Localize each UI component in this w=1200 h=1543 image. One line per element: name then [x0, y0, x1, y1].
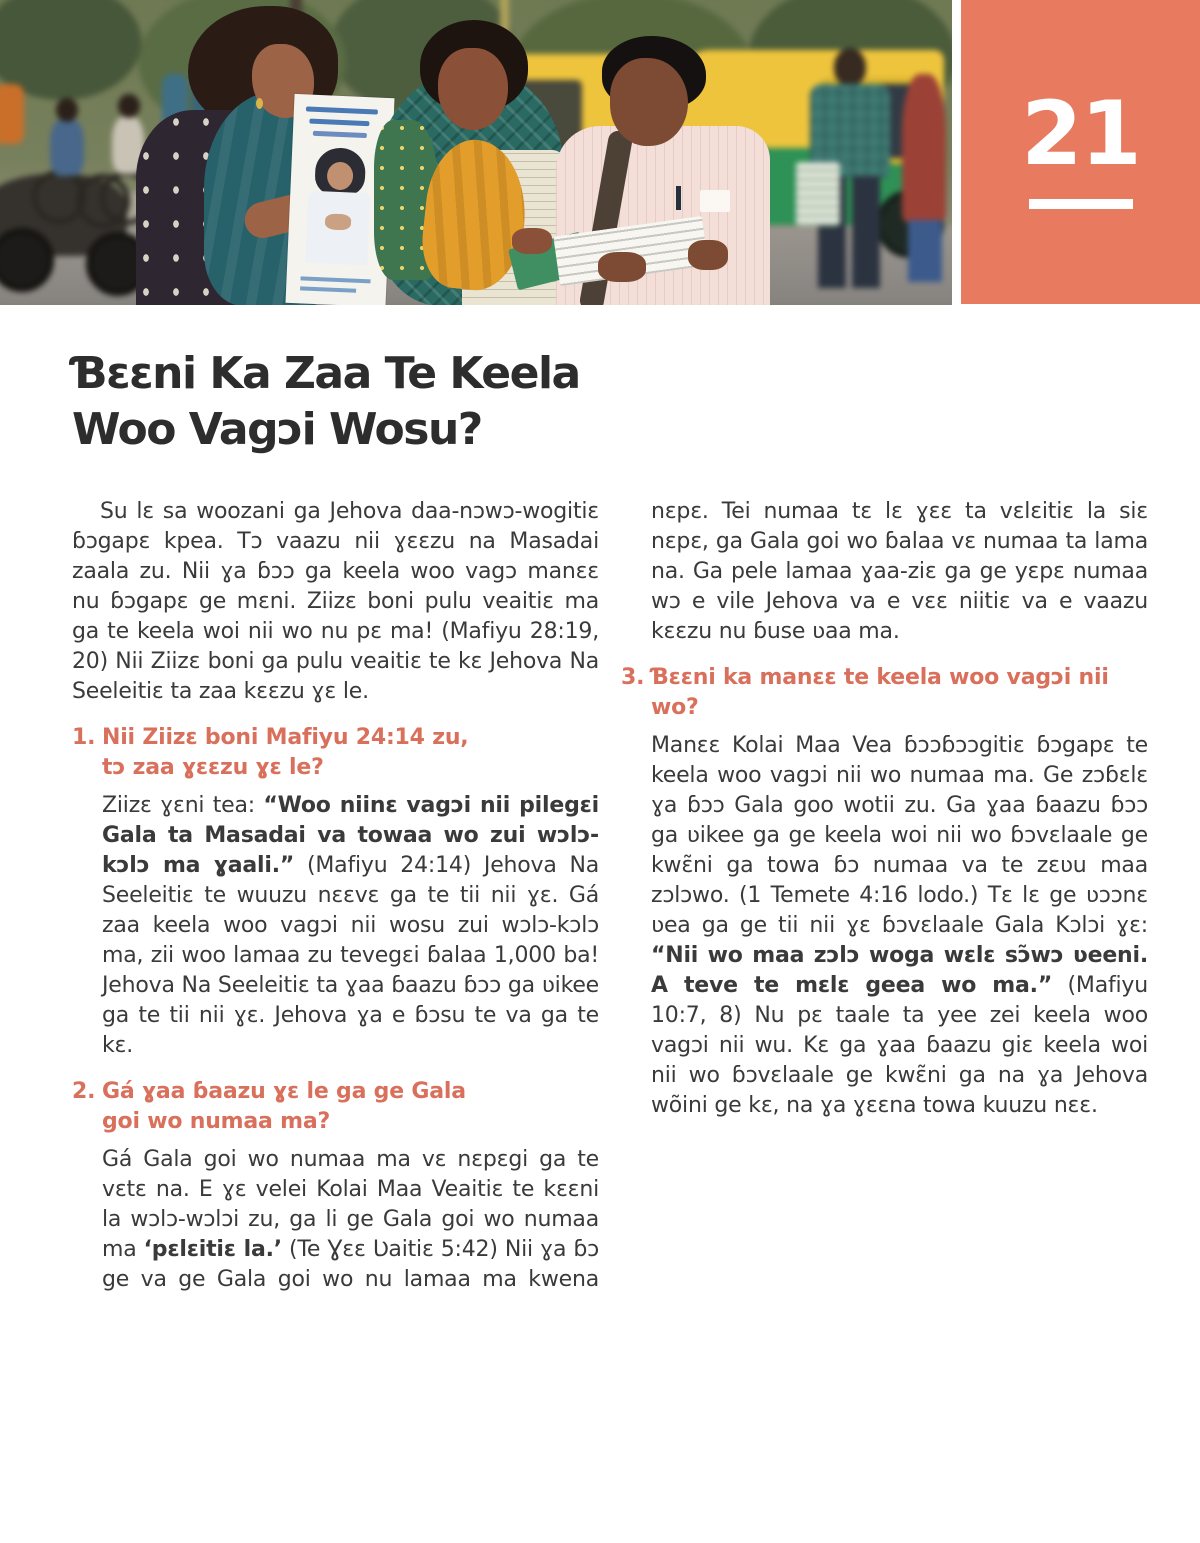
poster-text-line	[300, 286, 356, 292]
paragraph-bold-quote: “Nii wo maa zɔlɔ woga wɛlɛ sɔ̃wɔ ʋeeni. A teve te mɛlɛ geea wo ma.”	[651, 943, 1148, 998]
woman-left-earring	[256, 98, 263, 109]
paragraph-text: Manɛɛ Kolai Maa Vea ɓɔɔɓɔɔgitiɛ ɓɔgapɛ te keela woo vagɔi nii wo numaa ma. Ge zɔɓɛlɛ ɣa ɓɔɔ Gala goo wotii zu. Ga ɣaa ɓaazu ɓɔɔ ga ʋikee ga ge keela woi nii wo ɓɔvɛlaale ge kwɛ̃ni ga towa ɓɔ numaa va te zɛʋu maa zɔlɔwo. (1 Temete 4:16 lodo.) Tɛ lɛ ge ʋɔɔnɛ ʋea ga ge tii nii ɣɛ ɓɔvɛlaale Gala Kɔlɔi ɣɛ:	[651, 733, 1148, 938]
section-3-number: 3.	[621, 665, 645, 690]
lesson-number-badge	[961, 0, 1200, 304]
section-1-heading-line-2: tɔ zaa ɣɛɛzu ɣɛ le?	[102, 755, 324, 780]
lesson-number: 21	[1021, 82, 1140, 185]
man-face	[610, 58, 688, 146]
paragraph-text: (Mafiyu 24:14) Jehova Na Seeleitiɛ te wuuzu nɛɛvɛ ga te tii nii ɣɛ. Gá zaa keela woo vagɔi nii wosu zui wɔlɔ-kɔlɔ ma, zii woo lamaa zu tevegɛi ɓalaa 1,000 ba! Jehova Na Seeleitiɛ ta ɣaa ɓaazu ɓɔɔ ga ʋikee ga te tii nii ɣɛ. Jehova ɣa e ɓɔsu te va ga te kɛ.	[102, 853, 599, 1058]
woman-middle-face	[438, 48, 508, 130]
section-1-heading-line-1: Nii Ziizɛ boni Mafiyu 24:14 zu,	[102, 725, 469, 750]
section-1-number: 1.	[72, 725, 96, 750]
section-1-paragraph	[102, 791, 599, 1061]
man-hand	[688, 240, 728, 270]
shirt-pocket-pen	[676, 186, 681, 210]
title-line-2: Woo Vagɔi Wosu?	[72, 404, 482, 455]
hero-photo	[0, 0, 952, 305]
paragraph-bold-quote: “Woo niinɛ vagɔi nii pilegɛi Gala ta Masadai va towaa wo zui wɔlɔ-kɔlɔ ma ɣaali.”	[102, 793, 600, 878]
section-3-heading	[621, 663, 1148, 723]
poster-text-line	[313, 131, 367, 138]
paragraph-text: Gá Gala goi wo numaa ma vɛ nɛpɛgi ga te vɛtɛ na. E ɣɛ velei Kolai Maa Veaitiɛ te kɛɛni la wɔlɔ-wɔlɔi zu, ga li ge Gala goi wo numaa ma	[102, 1147, 599, 1262]
intro-paragraph: Su lɛ sa woozani ga Jehova daa-nɔwɔ-wogitiɛ ɓɔgapɛ kpea. Tɔ vaazu nii ɣɛɛzu na Masadai zaala zu. Nii ɣa ɓɔɔ ga keela woo vagɔ manɛɛ nu ɓɔgapɛ ge mɛni. Ziizɛ boni pulu veaitiɛ ma ga te keela woi nii wo nu pɛ ma! (Mafiyu 28:19, 20) Nii Ziizɛ boni ga pulu veaitiɛ te kɛ Jehova Na Seeleitiɛ ta zaa kɛɛzu ɣɛ le.	[72, 499, 599, 704]
section-2-heading-line-1: Gá ɣaa ɓaazu ɣɛ le ga ge Gala	[102, 1079, 466, 1104]
man-hand	[598, 252, 646, 282]
poster-text-line	[300, 276, 370, 283]
title-line-1: Ɓɛɛni Ka Zaa Te Keela	[72, 348, 580, 399]
paragraph-text: (Te Ɣɛɛ Ʋaitiɛ 5:42) Nii ɣa ɓɔ ge va ge Gala goi wo nu lamaa ma kwena nɛpɛ. Tei numaa tɛ lɛ ɣɛɛ ta vɛlɛitiɛ la siɛ nɛpɛ, ga Gala goi wo ɓalaa vɛ numaa ta lama na. Ga pele lamaa ɣaa-ziɛ ga ge yɛpɛ numaa wɔ e vile Jehova va e vɛɛ niitiɛ va e vaazu kɛɛzu nu ɓuse ʋaa ma.	[102, 499, 1148, 1292]
poster-text-line	[306, 106, 378, 114]
paragraph-text: (Mafiyu 10:7, 8) Nu pɛ taale ta yee zei keela woo vagɔi nii wu. Kɛ ga ɣaa ɓaazu giɛ keela woi nii wo ɓɔvɛlaale ge kwɛ̃ni ga na ɣa Jehova wõini ge kɛ, na ɣa ɣɛɛna towa kuuzu nɛɛ.	[651, 973, 1148, 1118]
section-3-paragraph	[651, 731, 1148, 1121]
photo-foreground	[0, 0, 952, 305]
section-1-heading	[72, 723, 599, 783]
section-2-heading-line-2: goi wo numaa ma?	[102, 1109, 331, 1134]
article-title	[72, 346, 992, 458]
section-2-heading	[72, 1077, 599, 1137]
paragraph-bold-quote: ‘pɛlɛitiɛ la.’	[143, 1237, 282, 1262]
section-3-heading-line-1: Ɓɛɛni ka manɛɛ te keela woo vagɔi nii wo?	[651, 665, 1109, 720]
paragraph-text: Ziizɛ ɣɛni tea:	[102, 793, 264, 818]
poster-girl-hands	[325, 213, 352, 230]
poster-text-line	[309, 119, 369, 127]
shirt-pocket-square	[700, 190, 730, 212]
article-body	[72, 497, 1148, 1307]
woman-middle-hand	[512, 228, 552, 254]
lesson-number-underline	[1029, 199, 1133, 209]
section-2-number: 2.	[72, 1079, 96, 1104]
